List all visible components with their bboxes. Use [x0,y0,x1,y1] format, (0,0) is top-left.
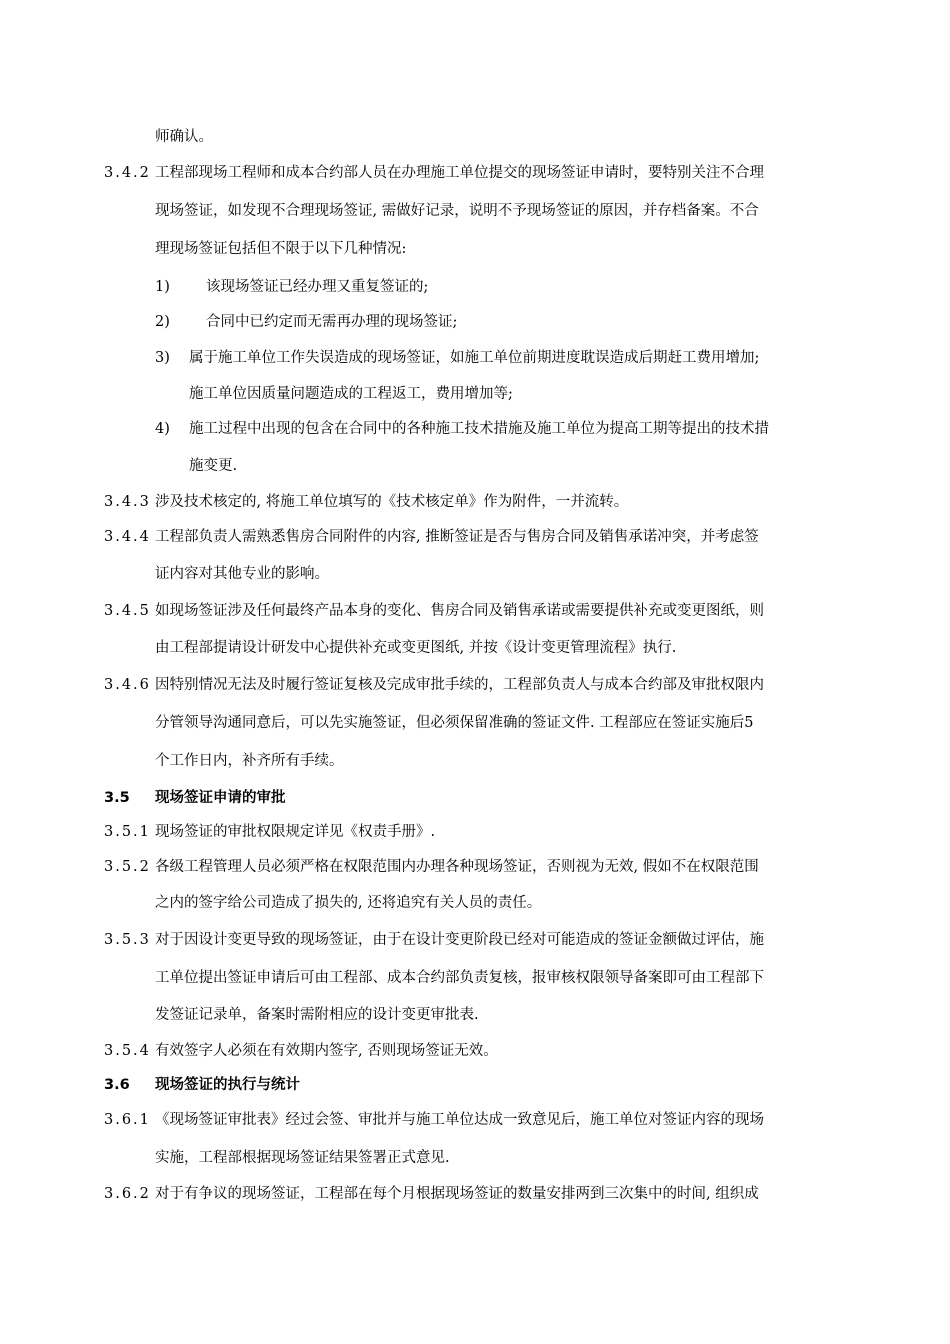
clause-3-5-2-line-1: 各级工程管理人员必须严格在权限范围内办理各种现场签证，否则视为无效, 假如不在权限范围 [155,859,759,875]
list-item-2-line-1: 合同中已约定而无需再办理的现场签证; [206,314,458,330]
clause-3-5-3-line-2: 工单位提出签证申请后可由工程部、成本合约部负责复核，报审核权限领导备案即可由工程部下 [155,970,764,986]
clause-3-4-2-line-1: 工程部现场工程师和成本合约部人员在办理施工单位提交的现场签证申请时，要特别关注不合理 [155,165,764,181]
list-item-1-line-1: 该现场签证已经办理又重复签证的; [206,279,429,295]
clause-3-6-2-line-1: 对于有争议的现场签证，工程部在每个月根据现场签证的数量安排两到三次集中的时间, 组织成 [155,1186,759,1202]
list-marker-3: 3) [155,350,170,366]
list-item-3-line-2: 施工单位因质量问题造成的工程返工，费用增加等; [189,386,513,402]
clause-3-4-5-line-1: 如现场签证涉及任何最终产品本身的变化、售房合同及销售承诺或需要提供补充或变更图纸，则 [155,603,764,619]
clause-3-4-6-line-2: 分管领导沟通同意后，可以先实施签证，但必须保留准确的签证文件. 工程部应在签证实施后5 [155,715,754,731]
clause-3-5-3-line-3: 发签证记录单，备案时需附相应的设计变更审批表. [155,1007,479,1023]
clause-number-3-4-6: 3.4.6 [104,677,151,693]
section-heading-3-6: 现场签证的执行与统计 [155,1077,300,1093]
section-heading-3-5: 现场签证申请的审批 [155,790,286,806]
clause-3-5-2-line-2: 之内的签字给公司造成了损失的, 还将追究有关人员的责任。 [155,895,542,911]
clause-number-3-4-3: 3.4.3 [104,494,151,510]
clause-3-4-3-line-1: 涉及技术核定的, 将施工单位填写的《技术核定单》作为附件，一并流转。 [155,494,629,510]
clause-number-3-5-3: 3.5.3 [104,932,151,948]
clause-number-3-4-5: 3.4.5 [104,603,151,619]
clause-3-4-2-line-2: 现场签证，如发现不合理现场签证, 需做好记录，说明不予现场签证的原因，并存档备案。不合 [155,203,759,219]
clause-3-5-4-line-1: 有效签字人必须在有效期内签字, 否则现场签证无效。 [155,1043,498,1059]
clause-number-3-5-2: 3.5.2 [104,859,151,875]
clause-3-4-6-line-1: 因特别情况无法及时履行签证复核及完成审批手续的，工程部负责人与成本合约部及审批权限内 [155,677,764,693]
list-item-4-line-1: 施工过程中出现的包含在合同中的各种施工技术措施及施工单位为提高工期等提出的技术措 [189,421,769,437]
clause-3-4-5-line-2: 由工程部提请设计研发中心提供补充或变更图纸, 并按《设计变更管理流程》执行. [155,640,677,656]
list-item-3-line-1: 属于施工单位工作失误造成的现场签证，如施工单位前期进度耽误造成后期赶工费用增加; [189,350,760,366]
clause-3-4-2-line-3: 理现场签证包括但不限于以下几种情况: [155,241,407,257]
clause-number-3-5-1: 3.5.1 [104,824,151,840]
clause-3-6-1-line-1: 《现场签证审批表》经过会签、审批并与施工单位达成一致意见后，施工单位对签证内容的现场 [155,1112,764,1128]
clause-3-5-1-line-1: 现场签证的审批权限规定详见《权责手册》. [155,824,436,840]
list-item-4-line-2: 施变更. [189,458,238,474]
clause-number-3-4-4: 3.4.4 [104,529,151,545]
list-marker-4: 4) [155,421,170,437]
list-marker-2: 2) [155,314,170,330]
clause-number-3-5-4: 3.5.4 [104,1043,151,1059]
clause-number-3-6-2: 3.6.2 [104,1186,151,1202]
clause-3-5-3-line-1: 对于因设计变更导致的现场签证，由于在设计变更阶段已经对可能造成的签证金额做过评估，施 [155,932,764,948]
clause-number-3-4-2: 3.4.2 [104,165,151,181]
clause-3-4-4-line-2: 证内容对其他专业的影响。 [155,566,329,582]
section-number-3-5: 3.5 [104,790,130,806]
clause-3-4-6-line-3: 个工作日内，补齐所有手续。 [155,753,344,769]
list-marker-1: 1) [155,279,170,295]
clause-3-6-1-line-2: 实施，工程部根据现场签证结果签署正式意见. [155,1150,450,1166]
clause-number-3-6-1: 3.6.1 [104,1112,151,1128]
clause-3-4-4-line-1: 工程部负责人需熟悉售房合同附件的内容, 推断签证是否与售房合同及销售承诺冲突，并考虑签 [155,529,759,545]
section-number-3-6: 3.6 [104,1077,130,1093]
continuation-text: 师确认。 [155,129,213,145]
